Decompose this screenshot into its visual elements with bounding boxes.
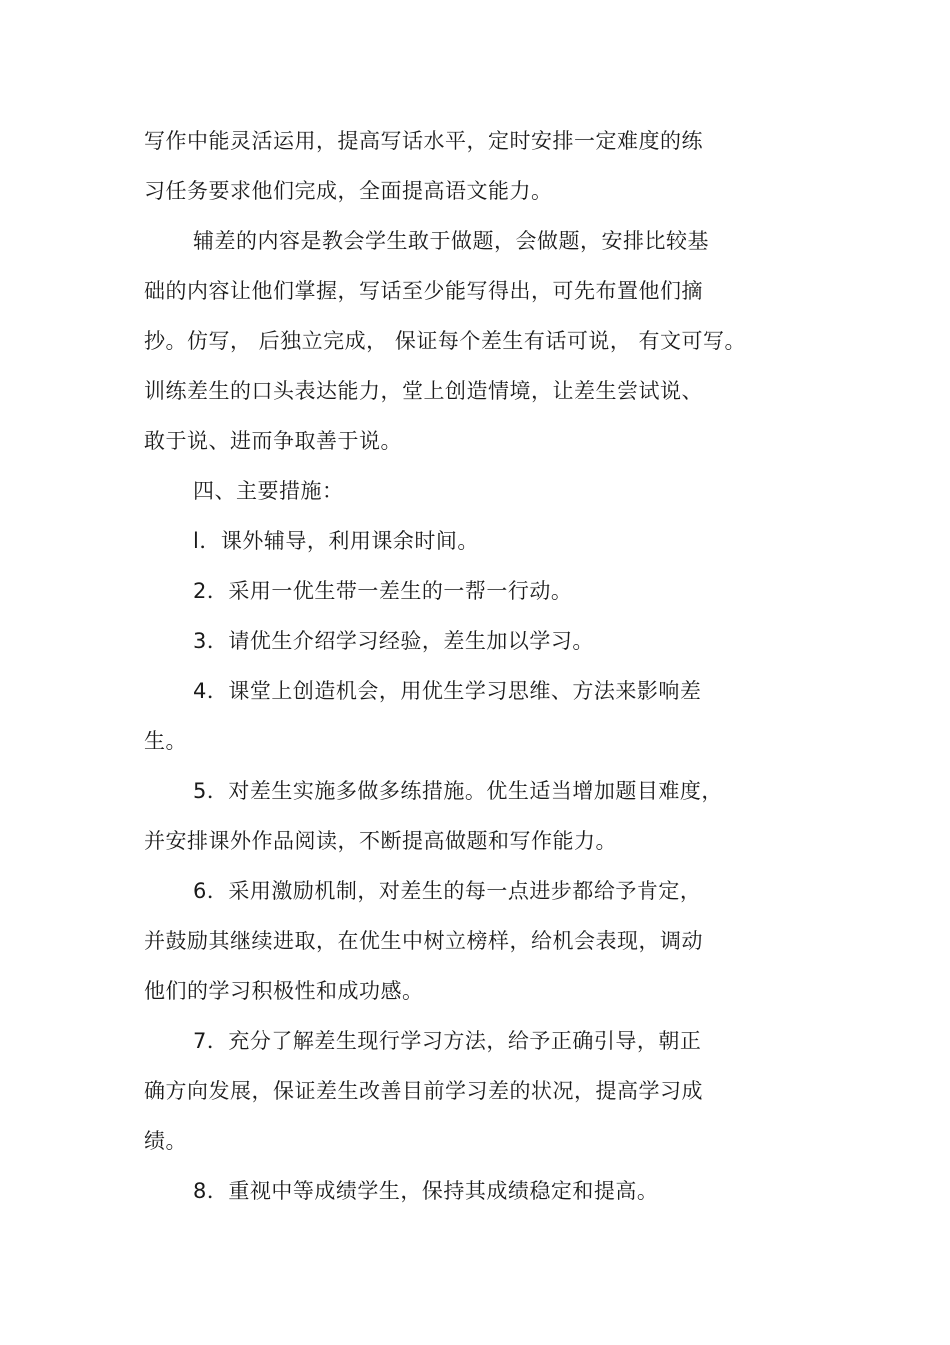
list-item-continuation: 生。 xyxy=(144,729,187,753)
list-item: 2．采用一优生带一差生的一帮一行动。 xyxy=(193,579,573,603)
list-item: 7．充分了解差生现行学习方法，给予正确引导，朝正 xyxy=(193,1029,702,1053)
paragraph-line: 础的内容让他们掌握，写话至少能写得出，可先布置他们摘 xyxy=(144,279,703,303)
list-item-continuation: 并安排课外作品阅读，不断提高做题和写作能力。 xyxy=(144,829,617,853)
list-item-continuation: 确方向发展，保证差生改善目前学习差的状况，提高学习成 xyxy=(144,1079,703,1103)
list-item-continuation: 绩。 xyxy=(144,1129,187,1153)
paragraph-line: 辅差的内容是教会学生敢于做题，会做题，安排比较基 xyxy=(193,229,709,253)
list-item: l．课外辅导，利用课余时间。 xyxy=(193,529,479,553)
paragraph-line: 习任务要求他们完成，全面提高语文能力。 xyxy=(144,179,553,203)
paragraph-line: 写作中能灵活运用，提高写话水平，定时安排一定难度的练 xyxy=(144,129,703,153)
paragraph-line: 抄。仿写， 后独立完成， 保证每个差生有话可说， 有文可写。 xyxy=(144,329,747,353)
list-item-continuation: 他们的学习积极性和成功感。 xyxy=(144,979,424,1003)
list-item: 8．重视中等成绩学生，保持其成绩稳定和提高。 xyxy=(193,1179,659,1203)
list-item: 6．采用激励机制，对差生的每一点进步都给予肯定， xyxy=(193,879,702,903)
list-item: 3．请优生介绍学习经验，差生加以学习。 xyxy=(193,629,594,653)
list-item: 5．对差生实施多做多练措施。优生适当增加题目难度， xyxy=(193,779,723,803)
paragraph-line: 训练差生的口头表达能力，堂上创造情境，让差生尝试说、 xyxy=(144,379,703,403)
section-heading: 四、主要措施： xyxy=(193,479,344,503)
paragraph-line: 敢于说、进而争取善于说。 xyxy=(144,429,402,453)
list-item: 4．课堂上创造机会，用优生学习思维、方法来影响差 xyxy=(193,679,702,703)
list-item-continuation: 并鼓励其继续进取，在优生中树立榜样，给机会表现，调动 xyxy=(144,929,703,953)
